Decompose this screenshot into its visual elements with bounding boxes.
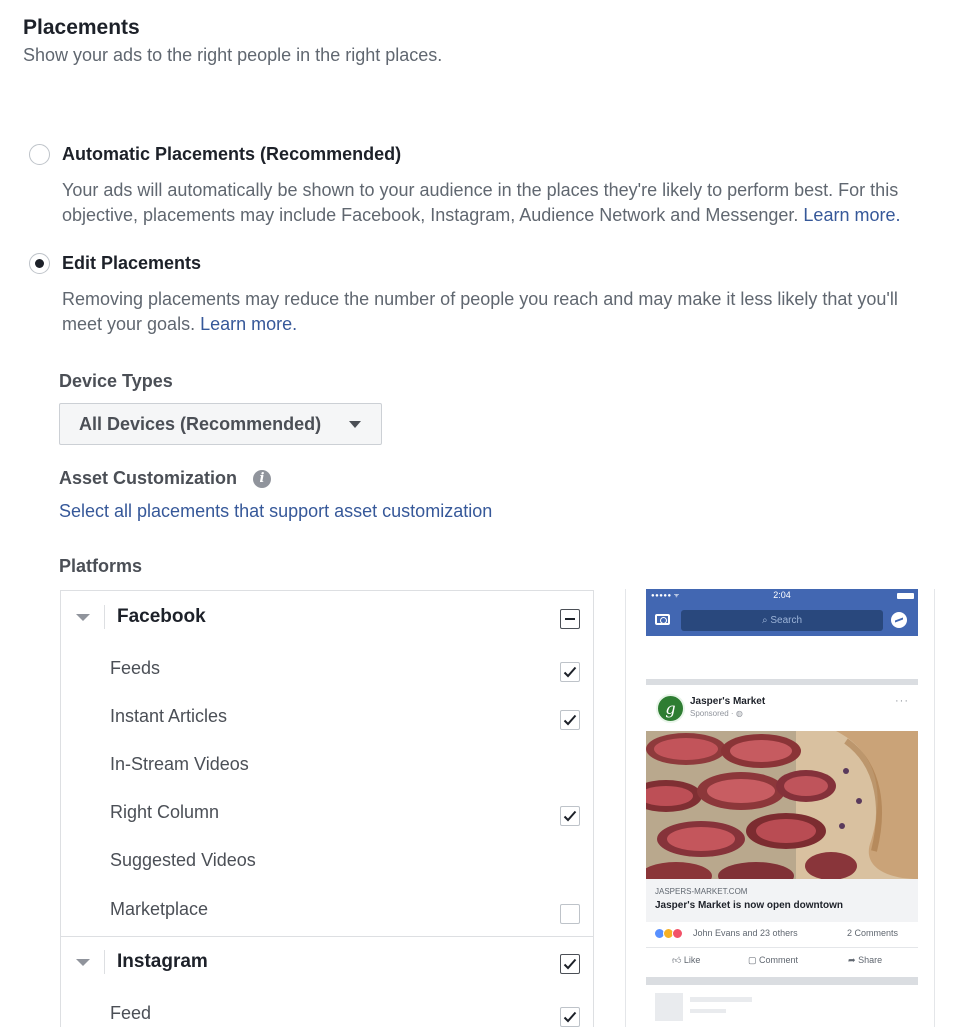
placeholder-avatar [655,993,683,1021]
marketplace-checkbox[interactable] [560,904,580,924]
battery-icon [897,593,914,599]
placement-label-instagram-feed: Feed [110,1003,152,1023]
globe-icon: ◍ [735,709,743,718]
placement-label-marketplace: Marketplace [110,899,209,919]
placement-item[interactable] [61,691,593,739]
status-time: 2:04 [773,590,791,600]
facebook-top-bar [646,589,918,636]
platform-group-instagram[interactable] [61,937,593,987]
ad-preview [625,589,935,1027]
page-subtitle: Show your ads to the right people in the right places. [23,45,443,65]
select-asset-customization-link[interactable]: Select all placements that support asset customization [59,501,493,521]
placeholder-line [690,997,752,1002]
right-column-checkbox[interactable] [560,806,580,826]
automatic-desc-line1: Your ads will automatically be shown to your audience in the places they're likely to perform best. For this [62,180,899,200]
phone-screen [646,589,918,1027]
edit-desc-line1: Removing placements may reduce the number of people you reach and may make it less likely that you'll [62,289,898,309]
placement-item[interactable] [61,835,593,883]
comment-icon: ▢ [748,955,757,965]
edit-learn-more-link[interactable]: Learn more. [200,313,298,334]
placement-label-in-stream-videos: In-Stream Videos [110,754,249,774]
post-page-name: Jasper's Market [690,696,766,707]
link-domain: JASPERS-MARKET.COM [655,887,748,896]
more-icon: ··· [895,695,909,707]
platform-group-label: Instagram [117,951,208,972]
signal-icon: ●●●●● ᯤ [651,593,680,599]
love-reaction-icon [672,928,683,939]
divider [104,605,105,629]
placement-item[interactable] [61,739,593,787]
device-types-dropdown[interactable] [59,403,382,445]
automatic-learn-more-link[interactable]: Learn more. [803,204,901,225]
page-avatar: g [656,694,685,723]
comment-action [748,955,798,966]
instant-articles-checkbox[interactable] [560,710,580,730]
page-title: Placements [23,16,140,39]
reactions-row [646,922,918,944]
instagram-feed-checkbox[interactable] [560,1007,580,1027]
caret-down-icon[interactable] [76,959,90,966]
post-actions [646,947,918,973]
automatic-desc-line2: objective, placements may include Facebook, Instagram, Audience Network and Messenger. [62,204,799,225]
facebook-partial-checkbox[interactable] [560,609,580,629]
placement-label-instant-articles: Instant Articles [110,706,228,726]
reactions-text: John Evans and 23 others [693,928,798,938]
info-icon[interactable]: i [253,470,271,488]
link-preview [646,879,918,922]
edit-placements-radio[interactable] [29,253,50,274]
sponsored-text: Sponsored · [690,709,736,718]
platforms-panel [60,590,594,1027]
caret-down-icon[interactable] [76,614,90,621]
share-action [848,955,882,966]
share-icon: ➦ [848,955,856,965]
placement-label-right-column: Right Column [110,802,220,822]
caret-down-icon [349,421,361,428]
like-label: Like [683,955,701,965]
messenger-icon [891,612,907,628]
automatic-placements-description [62,178,967,227]
post-sponsored [690,709,743,718]
preview-search-placeholder: Search [770,615,803,626]
edit-placements-label[interactable]: Edit Placements [62,253,202,273]
placement-label-feeds: Feeds [110,658,161,678]
camera-icon [655,614,670,625]
placement-item[interactable] [61,987,593,1027]
comments-count: 2 Comments [847,928,899,938]
divider [104,950,105,974]
sponsored-post [646,685,918,977]
platform-group-facebook[interactable] [61,591,593,643]
thumbs-up-icon: 👍︎ [672,955,682,965]
placement-label-suggested-videos: Suggested Videos [110,850,256,870]
share-label: Share [858,955,883,965]
platform-group-label: Facebook [117,606,206,627]
automatic-placements-radio[interactable] [29,144,50,165]
composer-card [646,636,918,679]
next-post-placeholder [646,985,918,1027]
placement-item[interactable] [61,883,593,936]
automatic-placements-label[interactable]: Automatic Placements (Recommended) [62,144,402,164]
platforms-label: Platforms [59,556,143,576]
preview-search-box: ⌕ Search [681,610,883,631]
edit-desc-line2: meet your goals. [62,313,196,334]
device-types-selected: All Devices (Recommended) [79,414,322,434]
radio-selected-dot [35,259,44,268]
ad-image [646,731,918,879]
instagram-checkbox[interactable] [560,954,580,974]
comment-label: Comment [759,955,799,965]
like-action [672,955,700,966]
placeholder-line [690,1009,726,1013]
feeds-checkbox[interactable] [560,662,580,682]
link-title: Jasper's Market is now open downtown [655,900,843,911]
placement-item[interactable] [61,787,593,835]
edit-placements-description [62,287,967,336]
asset-customization-label: Asset Customization [59,468,238,488]
device-types-label: Device Types [59,371,173,391]
placement-item[interactable] [61,643,593,691]
